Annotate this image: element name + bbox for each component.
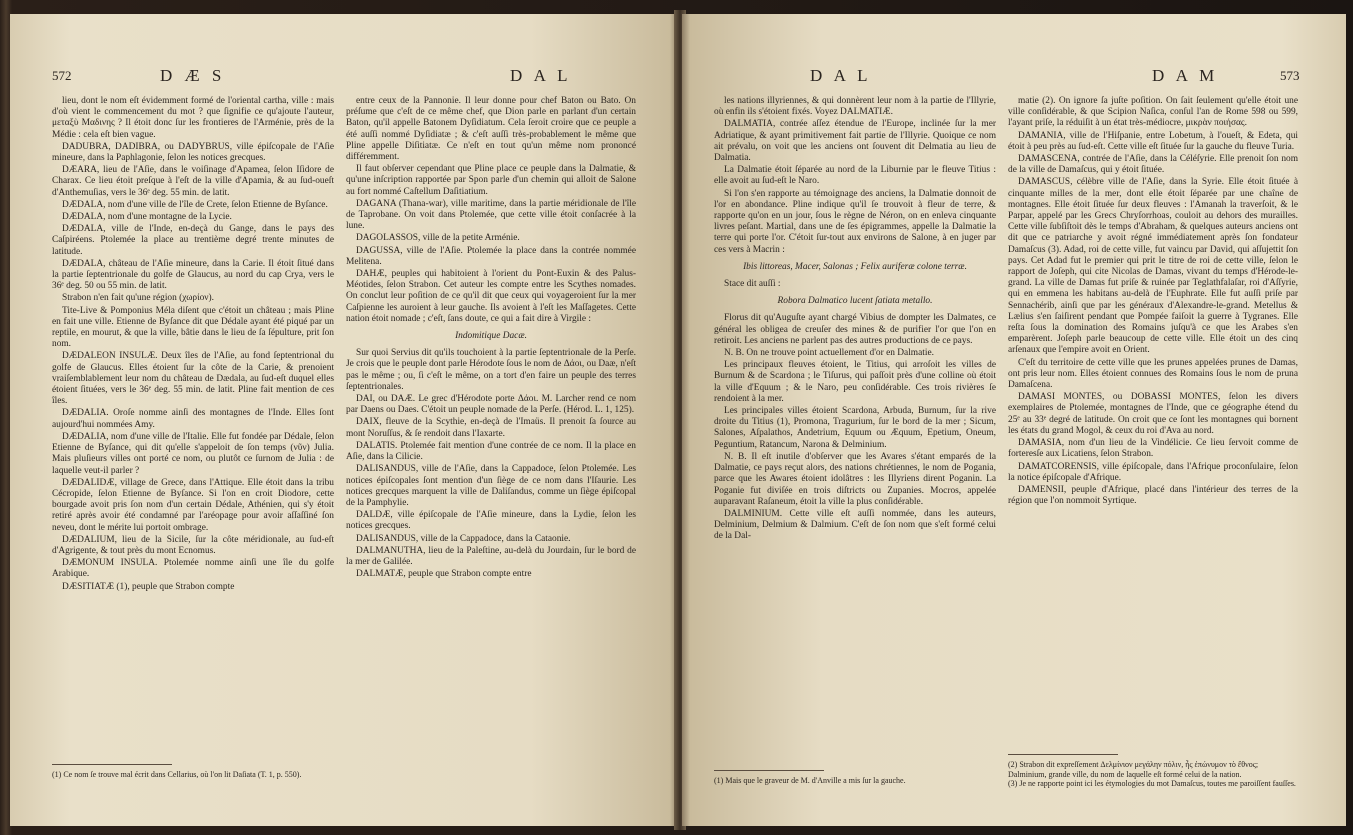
paragraph: DÆDALA, château de l'Aſie mineure, dans la Carie. Il étoit ſitué dans la partie ſeptentrionale du golfe de Glaucus, au nord du cap Crya, vers le 36ᵉ deg. 50 ou 55 min. de latit. <box>52 258 334 292</box>
paragraph: DALMINIUM. Cette ville eſt auſſi nommée, dans les auteurs, Delminium, Delmium & Dalmium. C'eſt de ſon nom que s'eſt formé celui de la Dal- <box>714 508 996 542</box>
paragraph: Ibis littoreas, Macer, Salonas ; Felix auriferæ colone terræ. <box>743 261 967 272</box>
paragraph: Il faut obſerver cependant que Pline place ce peuple dans la Dalmatie, & qu'une inſcription rapportée par Spon parle d'un chemin qui alloit de Salone au fort nommé Caſtellum Daſitiatium. <box>346 164 636 197</box>
paragraph: N. B. Il eſt inutile d'obſerver que les Avares s'étant emparés de la Dalmatie, ce pays reçut alors, des nations chrétiennes, le nom de Pogania, parce que les Awares étoient idolâtres : les Illyriens dirent Poganin. La Poganie fut diviſée en trois diſtricts ou Zupanies. Mocros, appelée auparavant Raſaneum, étoit la ville la plus conſidérable. <box>714 451 996 507</box>
paragraph: DÆDALIA. Oroſe nomme ainſi des montagnes de l'Inde. Elles ſont aujourd'hui nommées Amy. <box>52 408 334 430</box>
footnote-rule <box>714 770 824 771</box>
paragraph: Sur quoi Servius dit qu'ils touchoient à la partie ſeptentrionale de la Perſe. Je crois que le peuple dont parle Hérodote ſous le nom de Δάοι, ou Daæ, n'eſt pas le même ; ou, ſi c'eſt le même, on a tort d'en faire un peuple des terres ſeptentrionales. <box>346 348 636 392</box>
left-page <box>10 14 678 826</box>
right-page <box>682 14 1346 826</box>
paragraph: C'eſt du territoire de cette ville que les prunes appelées prunes de Damas, ont pris leur nom. Elles étoient connues des Romains ſous le nom de pruna Damaſcena. <box>1008 357 1298 391</box>
running-header-left: D Æ S <box>160 66 226 85</box>
paragraph: N. B. On ne trouve point actuellement d'or en Dalmatie. <box>724 348 934 359</box>
paragraph: DÆDALA, nom d'une ville de l'île de Crete, ſelon Etienne de Byſance. <box>62 199 328 210</box>
page-number: 572 <box>52 68 72 83</box>
paragraph: Tite-Live & Pomponius Méla diſent que c'étoit un château ; mais Pline en fait une ville. Etienne de Byſance dit que Dédale ayant été piqué par un reptile, en mourut, & que la ville, bâtie dans le lieu de ſa ſépulture, prit ſon nom. <box>52 305 334 350</box>
text-column <box>52 96 334 594</box>
paragraph: entre ceux de la Pannonie. Il leur donne pour chef Baton ou Bato. On préſume que c'eſt de ce même chef, que Dion parle en parlant d'un certain Baton, qu'il appelle Batonem Dyſidiatum. Cela ſeroit croire que ce peuple a été auſſi nommé Dyſidiatæ ; & c'eſt auſſi très-probablement le même que Pline appelle Diſitiatæ. Ce n'eſt en tout qu'un même nom prononcé différemment. <box>346 96 636 163</box>
paragraph: DÆARA, lieu de l'Aſie, dans le voiſinage d'Apamea, ſelon Iſidore de Charax. Ce lieu étoit preſque à l'eſt de la ville d'Apamia, & au ſud-oueſt d'Anthemuſias, vers le 36ᵉ deg. 55 min. de latit. <box>52 165 334 198</box>
paragraph: DAGOLASSOS, ville de la petite Arménie. <box>356 233 520 244</box>
paragraph: Robora Dalmatico lucent ſatiata metallo. <box>777 296 933 307</box>
paragraph: matie (2). On ignore ſa juſte poſition. On ſait ſeulement qu'elle étoit une ville conſidérable, & que Scipion Naſica, conſul l'an de Rome 598 ou 599, l'ayant priſe, la réduiſit à un état très-médiocre, μικρὰν ποιήσας. <box>1008 96 1298 129</box>
footnote: (1) Mais que le graveur de M. d'Anville a mis ſur la gauche. <box>714 776 906 785</box>
paragraph: DÆDALIDÆ, village de Grece, dans l'Attique. Elle étoit dans la tribu Cécropide, ſelon Etienne de Byſance. Si l'on en croit Diodore, cette bourgade avoit pris ſon nom d'un certain Dédale, Athénien, qui s'y étoit retiré après avoir été condamné par l'aréopage pour avoir aſſaſſiné ſon neveu, dont le mérite lui portoit ombrage. <box>52 477 334 533</box>
paragraph: DALISANDUS, ville de la Cappadoce, dans la Cataonie. <box>356 533 571 544</box>
text-column <box>346 96 636 581</box>
paragraph: DAMASI MONTES, ou DOBASSI MONTES, ſelon les divers exemplaires de Ptolemée, montagnes de l'Inde, que ce géographe étend du 25ᵉ au 33ᵉ degré de latitude. On croit que ce ſont les montagnes qui bornent les états du grand Mogol, & ceux du roi d'Ava au nord. <box>1008 392 1298 436</box>
paragraph: DAI, ou DAÆ. Le grec d'Hérodote porte Δάοι. M. Larcher rend ce nom par Daens ou Daes. C'étoit un peuple nomade de la Perſe. (Hérod. L. 1, 125). <box>346 394 636 416</box>
paragraph: Les principales villes étoient Scardona, Arbuda, Burnum, ſur la rive droite du Titius (1), Promona, Tragurium, ſur le bord de la mer ; Sicum, Salones, Aſpalathos, Andetrium, Equum ou Æquum, Epetium, Oneum, Peguntium, Ratancum, Narona & Delminium. <box>714 406 996 450</box>
footnotes <box>1008 760 1298 789</box>
paragraph: DÆDALIA, nom d'une ville de l'Italie. Elle fut fondée par Dédale, ſelon Etienne de Byſance, qui dit qu'elle s'appeloit de ſon temps (νῦν) Julia. Mais pluſieurs villes ont porté ce nom, ou plutôt ce ſurnom de Julia : de laquelle veut-il parler ? <box>52 431 334 476</box>
paragraph: DAMATCORENSIS, ville épiſcopale, dans l'Afrique proconſulaire, ſelon la notice épiſcopale d'Afrique. <box>1008 461 1298 483</box>
paragraph: lieu, dont le nom eſt évidemment formé de l'oriental cartha, ville : mais d'où vient le commencement du mot ? que ſignifie ce qu'ajoute l'auteur, μεταξὺ Μαδινης ? Il étoit donc ſur les frontieres de l'Arménie, près de la Médie : cela eſt bien vague. <box>52 96 334 140</box>
paragraph: DADUBRA, DADIBRA, ou DADYBRUS, ville épiſcopale de l'Aſie mineure, dans la Paphlagonie, ſelon les notices grecques. <box>52 141 334 164</box>
paragraph: DÆSITIATÆ (1), peuple que Strabon compte <box>62 581 235 592</box>
footnote-rule <box>1008 754 1118 755</box>
paragraph: Indomitique Dacæ. <box>455 331 527 342</box>
paragraph: Stace dit auſſi : <box>724 279 781 290</box>
paragraph: DÆDALEON INSULÆ. Deux îles de l'Aſie, au fond ſeptentrional du golfe de Glaucus. Elles étoient ſur la côte de la Carie, & prenoient vraiſemblablement leur nom du château de Dædala, au ſud-eſt duquel elles étoient ſituées, vers le 36ᵉ deg. 55 min. de latit. Pline fait mention de ces îles. <box>52 351 334 407</box>
paragraph: DAHÆ, peuples qui habitoient à l'orient du Pont-Euxin & des Palus-Méotides, ſelon Strabon. Cet auteur les compte entre les Scythes nomades. On conclut leur poſition de ce qu'il dit que ceux qui voyageroient ſur la mer Caſpienne les auroient à leur gauche. Ils avoient à l'eſt les Maſſagetes. Cette nation étoit nomade ; c'eſt, ſans doute, ce qui a fait dire à Virgile : <box>346 269 636 324</box>
paragraph: DALISANDUS, ville de l'Aſie, dans la Cappadoce, ſelon Ptolemée. Les notices épiſcopales ſont mention d'un ſiège de ce nom dans l'Iſaurie. Les notices grecques marquent la ville de Daliſandus, comme un ſiège épiſcopal de la Pamphylie. <box>346 464 636 508</box>
paragraph: Florus dit qu'Auguſte ayant chargé Vibius de dompter les Dalmates, ce général les obligea de creuſer des mines & de purifier l'or que l'on en retiroit. Les anciens ne parlent pas des autres productions de ce pays. <box>714 313 996 346</box>
footnote-line: (3) Je ne rapporte point ici les étymologies du mot Damaſcus, toutes me paroiſſent fauſſes. <box>1008 779 1296 789</box>
paragraph: DALDÆ, ville épiſcopale de l'Aſie mineure, dans la Lydie, ſelon les notices grecques. <box>346 510 636 532</box>
paragraph: La Dalmatie étoit ſéparée au nord de la Liburnie par le fleuve Titius : elle avoit au ſud-eſt le Naro. <box>714 165 996 187</box>
paragraph: DALMATIA, contrée aſſez étendue de l'Europe, inclinée ſur la mer Adriatique, & ayant primitivement fait partie de l'Illyrie. Quoique ce nom ait prévalu, on voit que les anciens ont ſouvent dit Delmatia au lieu de Dalmatia. <box>714 119 996 164</box>
text-column <box>714 96 996 544</box>
paragraph: DALMANUTHA, lieu de la Paleſtine, au-delà du Jourdain, ſur le bord de la mer de Galilée. <box>346 545 636 567</box>
paragraph: DÆDALA, ville de l'Inde, en-deçà du Gange, dans le pays des Caſpiréens. Ptolemée la place au trentième degré trente minutes de latitude. <box>52 224 334 257</box>
running-header-right: D A L <box>510 66 572 85</box>
paragraph: DAMASIA, nom d'un lieu de la Vindélicie. Ce lieu ſervoit comme de forteresſe aux Licatiens, ſelon Strabon. <box>1008 438 1298 460</box>
paragraph: DAGANA (Thana-war), ville maritime, dans la partie méridionale de l'île de Taprobane. On voit dans Ptolemée, que cette ville étoit conſacrée à la lune. <box>346 198 636 232</box>
paragraph: les nations illyriennes, & qui donnèrent leur nom à la partie de l'Illyrie, où enfin ils s'étoient fixés. Voyez DALMATIÆ. <box>714 96 996 118</box>
paragraph: DAMENSII, peuple d'Afrique, placé dans l'intérieur des terres de la région que l'on nommoit Syrtique. <box>1008 484 1298 507</box>
paragraph: Les principaux fleuves étoient, le Titius, qui arroſoit les villes de Burnum & de Scardona ; le Tiſurus, qui paſſoit près d'une colline où étoit la ville d'Equum ; & le Naro, peu conſidérable. Ces trois rivières ſe rendoient à la mer. <box>714 360 996 404</box>
footnote: (1) Ce nom ſe trouve mal écrit dans Cellarius, où l'on lit Daſiata (T. 1, p. 550). <box>52 770 302 779</box>
paragraph: DAGUSSA, ville de l'Aſie. Ptolemée la place dans la contrée nommée Melitena. <box>346 245 636 267</box>
paragraph: DÆDALIUM, lieu de la Sicile, ſur la côte méridionale, au ſud-eſt d'Agrigente, & tout près du mont Ecnomus. <box>52 534 334 556</box>
running-header-left: D A L <box>810 66 872 85</box>
paragraph: Strabon n'en fait qu'une région (χωρίον). <box>62 293 214 304</box>
paragraph: Si l'on s'en rapporte au témoignage des anciens, la Dalmatie donnoit de l'or en abondance. Pline indique qu'il ſe trouvoit à fleur de terre, & rapporte qu'on en un jour, ſous le règne de Néron, on en enleva cinquante livres peſant. Martial, dans une de ſes épigrammes, appelle la Dalmatie la terre qui porte l'or. C'étoit ſur-tout aux environs de Salone, à en juger par ces vers à Macrin : <box>714 188 996 255</box>
page-number: 573 <box>1280 68 1300 83</box>
footnote-line: (2) Strabon dit expreſſement Δελμίνιον μεγάλην πόλιν, ἧς ἐπώνυμον τὸ ἔθνος; Dalminium, grande ville, du nom de laquelle eſt formé celui de la nation. <box>1008 760 1259 779</box>
footnote-rule <box>52 764 172 765</box>
paragraph: DAIX, fleuve de la Scythie, en-deçà de l'Imaüs. Il prenoit ſa ſource au mont Noruſſus, & ſe rendoit dans l'Iaxarte. <box>346 417 636 439</box>
paragraph: DÆMONUM INSULA. Ptolemée nomme ainſi une île du golfe Arabique. <box>52 558 334 580</box>
paragraph: DALMATÆ, peuple que Strabon compte entre <box>356 569 532 580</box>
text-column <box>1008 96 1298 508</box>
paragraph: DAMASCENA, contrée de l'Aſie, dans la Céléſyrie. Elle prenoit ſon nom de la ville de Damaſcus, qui y étoit ſituée. <box>1008 154 1298 176</box>
paragraph: DAMANIA, ville de l'Hiſpanie, entre Lobetum, à l'oueſt, & Edeta, qui étoit à peu près au ſud-eſt. Cette ville eſt ſituée ſur la gauche du fleuve Turia. <box>1008 130 1298 152</box>
paragraph: DALATIS. Ptolemée fait mention d'une contrée de ce nom. Il la place en Aſie, dans la Cilicie. <box>346 440 636 463</box>
paragraph: DÆDALA, nom d'une montagne de la Lycie. <box>62 212 232 223</box>
paragraph: DAMASCUS, célèbre ville de l'Aſie, dans la Syrie. Elle étoit ſituée à cinquante milles de la mer, dont elle étoit ſéparée par une chaîne de montagnes. Elle étoit ſituée ſur deux fleuves : l'Amanah la traverſoit, & le Parpar, appelé par les Grecs Chryſorrhoas, couloit au dehors des murailles. Cette ville ſubſiſtoit dès le temps d'Abraham, & quelques auteurs anciens ont dit que ce patriarche y avoit régné immédiatement après ſon fondateur Damaſcus (3). Adad, roi de cette ville, fut vaincu par David, qui aſſujettit ſon pays. Cet Adad fut le premier qui prit le titre de roi de cette ville, ſelon le rapport de Joſeph, qui cite Nicolas de Damas, vivant du temps d'Hérode-le-grand. La ville de Damas fut priſe & ruinée par Teglathfalaſar, roi d'Aſſyrie, qui en emmena les habitans au-delà de l'Euphrate. Elle fut auſſi priſe par Sennachérib, ainſi que par les généraux d'Alexandre-le-grand. Metellus & Lælius s'en ſaiſirent pendant que Pompée faiſoit la guerre à Tygranes. Elle reſta ſous la domination des Romains juſqu'à ce que les Arabes s'en emparèrent. Joſeph parle beaucoup de cette ville. Elle étoit un des cinq arſenaux que l'empire avoit en Orient. <box>1008 177 1298 356</box>
running-header-right: D A M <box>1152 66 1219 85</box>
